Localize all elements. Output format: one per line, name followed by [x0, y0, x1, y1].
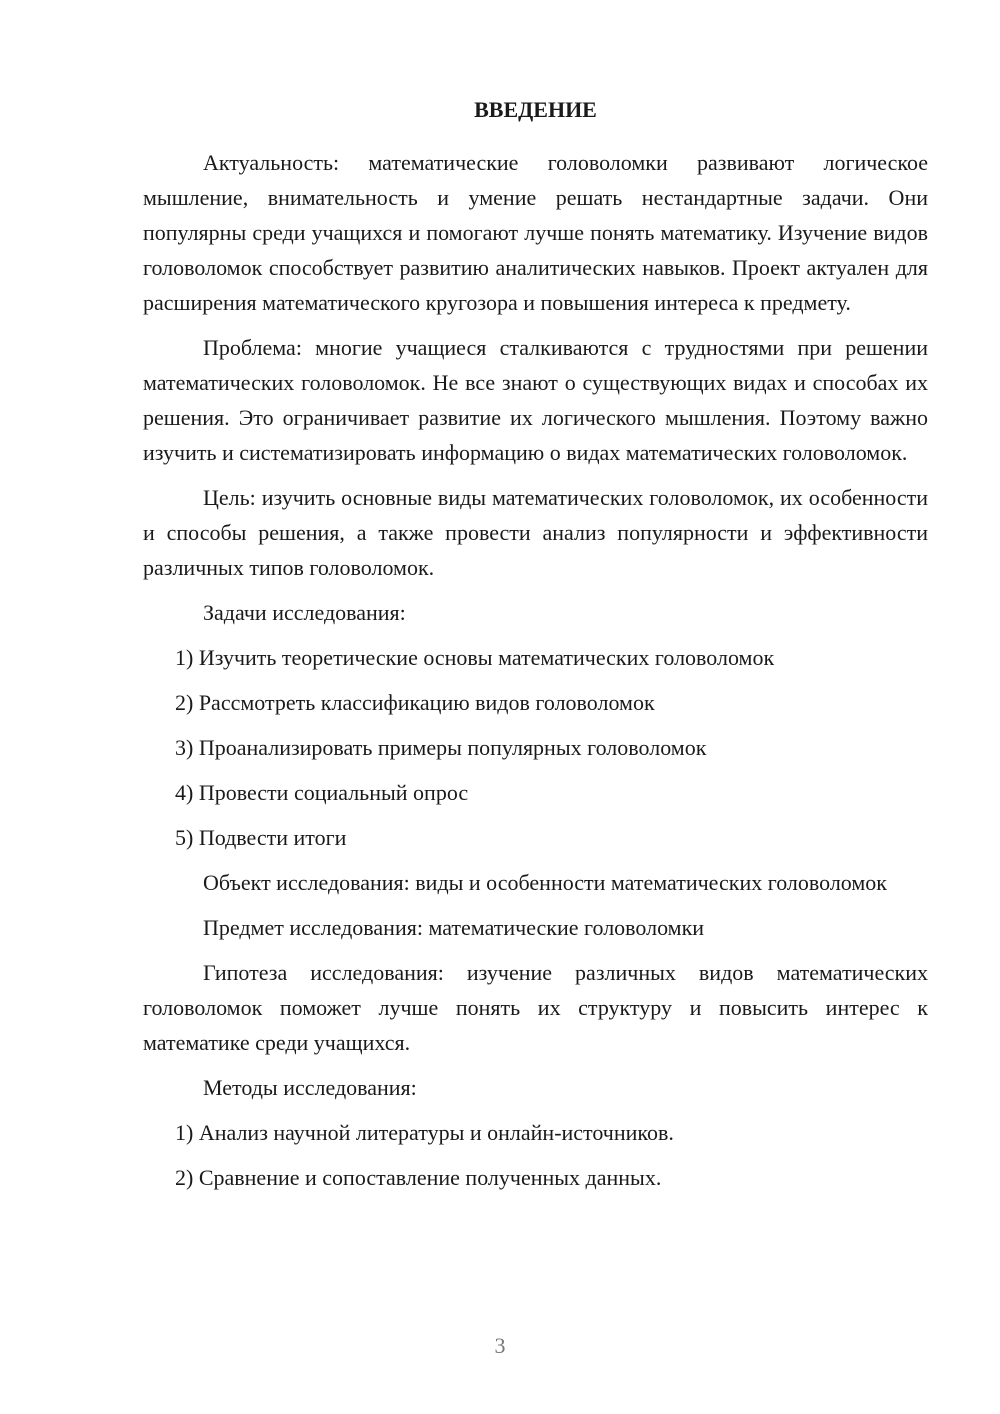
task-item: 2) Рассмотреть классификацию видов головоломок — [175, 690, 655, 715]
task-item: 3) Проанализировать примеры популярных головоломок — [175, 735, 707, 760]
task-item: 1) Изучить теоретические основы математических головоломок — [175, 645, 775, 670]
section-title: ВВЕДЕНИЕ — [474, 97, 597, 122]
problem-paragraph: Проблема: многие учащиеся сталкиваются с трудностями при решении математических головоломок. Не все знают о существующих видах и способах их решения. Это ограничивает развитие их логического мышления. Поэтому важно изучить и систематизировать информацию о видах математических головоломок. — [143, 335, 928, 465]
relevance-paragraph: Актуальность: математические головоломки развивают логическое мышление, внимательность и умение решать нестандартные задачи. Они популярны среди учащихся и помогают лучше понять математику. Изучение видов головоломок способствует развитию аналитических навыков. Проект актуален для расширения математического кругозора и повышения интереса к предмету. — [143, 150, 928, 315]
tasks-list — [143, 640, 928, 855]
method-item: 2) Сравнение и сопоставление полученных данных. — [175, 1165, 662, 1190]
methods-list — [143, 1115, 928, 1195]
task-item: 5) Подвести итоги — [175, 825, 347, 850]
page-number: 3 — [494, 1333, 506, 1358]
document-page — [143, 95, 928, 1205]
goal-paragraph: Цель: изучить основные виды математических головоломок, их особенности и способы решения, а также провести анализ популярности и эффективности различных типов головоломок. — [143, 485, 928, 580]
method-item: 1) Анализ научной литературы и онлайн-источников. — [175, 1120, 674, 1145]
object-paragraph: Объект исследования: виды и особенности математических головоломок — [203, 870, 887, 895]
subject-paragraph: Предмет исследования: математические головоломки — [203, 915, 705, 940]
methods-heading: Методы исследования: — [203, 1075, 417, 1100]
tasks-heading: Задачи исследования: — [203, 600, 406, 625]
hypothesis-paragraph: Гипотеза исследования: изучение различных видов математических головоломок поможет лучше понять их структуру и повысить интерес к математике среди учащихся. — [143, 960, 928, 1055]
task-item: 4) Провести социальный опрос — [175, 780, 469, 805]
